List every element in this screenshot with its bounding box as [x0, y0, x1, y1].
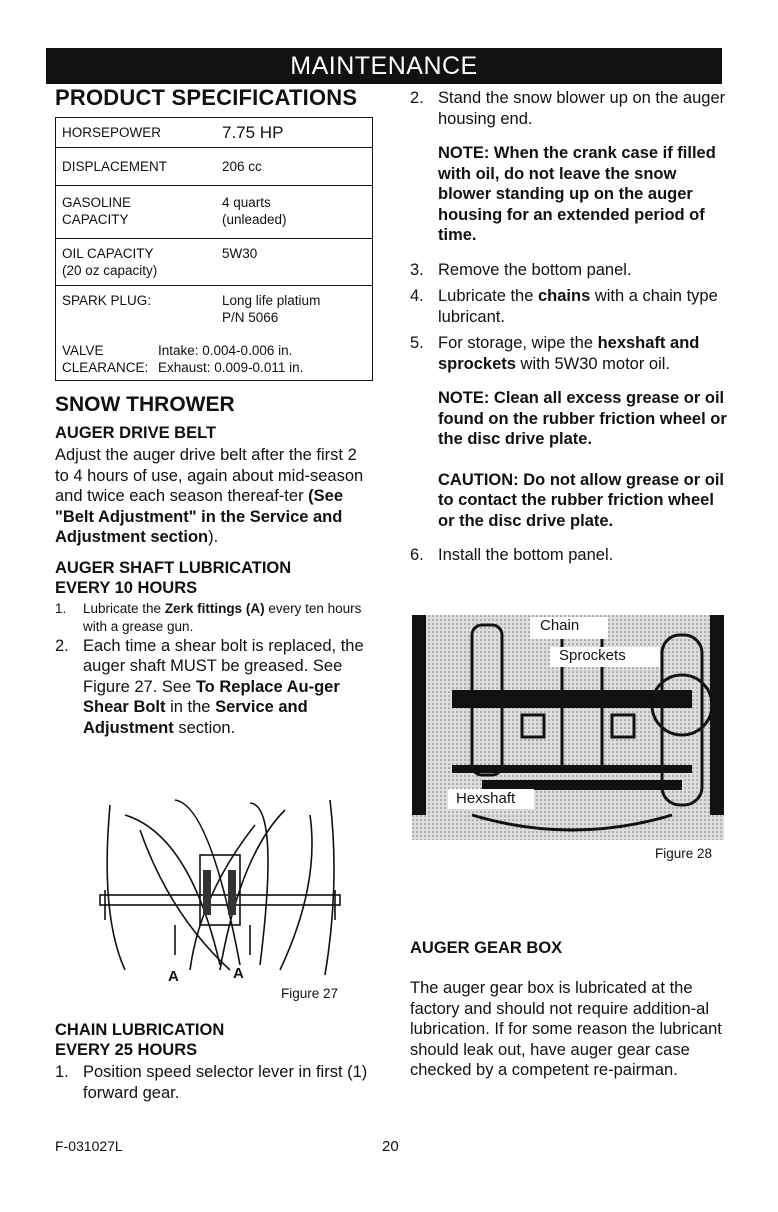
- spark-value-2: P/N 5066: [222, 309, 279, 325]
- caution-grease: CAUTION: Do not allow grease or oil to contact the rubber friction wheel or the disc drive plate.: [438, 470, 725, 530]
- gasoline-label-2: CAPACITY: [62, 211, 129, 227]
- valve-value-2: Exhaust: 0.009-0.011 in.: [158, 359, 304, 375]
- figure-28-caption: Figure 28: [655, 846, 713, 861]
- auger-shaft-steps: [55, 600, 375, 739]
- auger-belt-text: Adjust the auger drive belt after the first 2 to 4 hours of use, again about mid-season and twice each season thereaf-ter (See "Belt Adjustment" in the Service and Adjustment section).: [55, 446, 364, 546]
- spark-value-1: Long life platium: [222, 292, 321, 308]
- auger-shaft-heading-2: EVERY 10 HOURS: [55, 578, 198, 597]
- right-column: [410, 88, 732, 566]
- gearbox-heading: AUGER GEAR BOX: [410, 939, 563, 957]
- auger-gear-box-section: [410, 938, 732, 1081]
- specs-row-horsepower: [56, 117, 373, 147]
- list-item: 3. Remove the bottom panel.: [410, 260, 632, 279]
- horsepower-label: HORSEPOWER: [62, 124, 162, 140]
- figure-27-label-a2: A: [233, 965, 244, 982]
- displacement-value: 206 cc: [222, 158, 262, 174]
- chain-lubrication-section: [55, 1020, 375, 1103]
- valve-value-1: Intake: 0.004-0.006 in.: [158, 342, 293, 358]
- figure-28-label-chain: Chain: [540, 617, 580, 634]
- note-clean-grease: NOTE: Clean all excess grease or oil found on the rubber friction wheel or the disc drive plate.: [438, 389, 727, 448]
- specs-row-spark-valve: [56, 285, 373, 380]
- figure-27-caption: Figure 27: [281, 986, 339, 1001]
- list-item: 2. Stand the snow blower up on the auger housing end.: [410, 89, 726, 128]
- figure-28-label-sprockets: Sprockets: [559, 647, 626, 664]
- list-item: 4. Lubricate the chains with a chain type lubricant.: [410, 287, 718, 326]
- document-code: F-031027L: [55, 1138, 123, 1154]
- gasoline-value-2: (unleaded): [222, 211, 287, 227]
- oil-label-1: OIL CAPACITY: [62, 245, 154, 261]
- horsepower-value: 7.75 HP: [222, 122, 284, 142]
- left-column: [55, 85, 375, 738]
- chain-heading-2: EVERY 25 HOURS: [55, 1041, 198, 1059]
- oil-label-2: (20 oz capacity): [62, 262, 158, 278]
- specs-row-gasoline: [56, 185, 373, 238]
- list-item: 1. Position speed selector lever in first (1) forward gear.: [55, 1063, 368, 1102]
- figure-27-auger-illustration: [80, 795, 360, 980]
- snow-thrower-title: SNOW THROWER: [55, 392, 235, 416]
- specs-row-oil: [56, 238, 373, 285]
- figure-27-label-a1: A: [168, 968, 179, 985]
- note-crankcase: NOTE: When the crank case if filled with oil, do not leave the snow blower standing up on the auger housing for an extended period of time.: [438, 144, 716, 244]
- specs-table: [55, 117, 373, 381]
- gasoline-label-1: GASOLINE: [62, 194, 132, 210]
- gearbox-text: The auger gear box is lubricated at the factory and should not require addition-al lubrication. If for some reason the lubricant should leak out, have auger gear case checked by a competent re-pairman.: [410, 979, 722, 1079]
- list-item: 6. Install the bottom panel.: [410, 546, 614, 564]
- displacement-label: DISPLACEMENT: [62, 158, 168, 174]
- oil-value: 5W30: [222, 245, 258, 261]
- page-banner: MAINTENANCE: [46, 48, 722, 84]
- valve-label-1: VALVE: [62, 342, 104, 358]
- list-item: 5. For storage, wipe the hexshaft and sprockets with 5W30 motor oil.: [410, 334, 700, 373]
- figure-28-label-hexshaft: Hexshaft: [456, 790, 516, 807]
- specs-row-displacement: [56, 147, 373, 185]
- page-number: 20: [382, 1138, 399, 1155]
- list-item: 1. Lubricate the Zerk fittings (A) every ten hours with a grease gun.: [55, 600, 362, 634]
- auger-shaft-heading-1: AUGER SHAFT LUBRICATION: [55, 558, 292, 577]
- auger-belt-heading: AUGER DRIVE BELT: [55, 424, 217, 442]
- list-item: 2. Each time a shear bolt is replaced, the auger shaft MUST be greased. See Figure 27. See To Replace Au-ger Shear Bolt in the Service and Adjustment section.: [55, 636, 364, 737]
- chain-heading-1: CHAIN LUBRICATION: [55, 1021, 225, 1039]
- spark-label: SPARK PLUG:: [62, 292, 152, 308]
- specs-title: PRODUCT SPECIFICATIONS: [55, 85, 358, 110]
- valve-label-2: CLEARANCE:: [62, 359, 149, 375]
- gasoline-value-1: 4 quarts: [222, 194, 271, 210]
